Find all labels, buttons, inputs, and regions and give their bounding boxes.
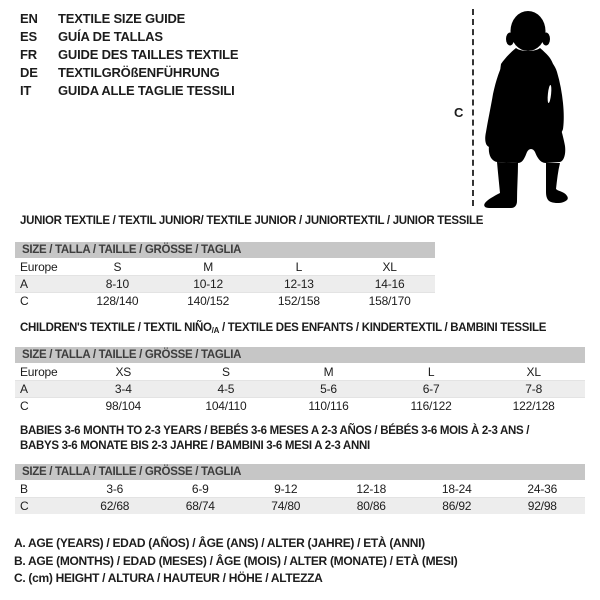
language-code: EN bbox=[20, 10, 38, 26]
language-label: GUIDE DES TAILLES TEXTILE bbox=[58, 46, 239, 62]
size-cell: 14-16 bbox=[374, 277, 405, 291]
size-cell: 10-12 bbox=[193, 277, 223, 291]
size-cell: 7-8 bbox=[525, 382, 543, 396]
size-cell: 5-6 bbox=[320, 382, 337, 396]
height-c-label: C bbox=[454, 105, 464, 120]
children-title-sub: /A bbox=[211, 326, 220, 335]
size-cell: 152/158 bbox=[277, 294, 320, 308]
footnote-b: B. AGE (MONTHS) / EDAD (MESES) / ÂGE (MOIS) / ALTER (MONATE) / ETÀ (MESI) bbox=[14, 553, 458, 568]
language-label: TEXTILE SIZE GUIDE bbox=[58, 10, 186, 26]
language-row-fr bbox=[20, 45, 238, 63]
language-label: GUÍA DE TALLAS bbox=[58, 28, 163, 44]
junior-size-table bbox=[15, 242, 435, 309]
size-cell: 3-6 bbox=[106, 481, 124, 496]
size-cell: 8-10 bbox=[105, 277, 129, 291]
size-cell: 110/116 bbox=[308, 399, 349, 413]
children-table-title bbox=[20, 322, 546, 335]
size-cell: XL bbox=[526, 364, 541, 379]
footnote-a: A. AGE (YEARS) / EDAD (AÑOS) / ÂGE (ANS) / ALTER (JAHRE) / ETÀ (ANNI) bbox=[14, 536, 425, 550]
size-cell: 12-13 bbox=[284, 277, 314, 291]
language-row-de bbox=[20, 63, 238, 81]
children-title-post: / TEXTILE DES ENFANTS / KINDERTEXTIL / BAMBINI TESSILE bbox=[219, 322, 547, 334]
language-code: DE bbox=[20, 64, 38, 80]
size-cell: 6-9 bbox=[191, 481, 209, 496]
size-row-height bbox=[15, 292, 435, 309]
size-cell: S bbox=[113, 259, 122, 274]
row-label: Europe bbox=[20, 364, 58, 379]
language-code: ES bbox=[20, 28, 37, 44]
language-row-it bbox=[20, 81, 238, 99]
language-row-es bbox=[20, 27, 238, 45]
size-cell: 80/86 bbox=[356, 499, 386, 513]
size-cell: 4-5 bbox=[217, 382, 235, 396]
language-label: TEXTILGRÖßENFÜHRUNG bbox=[58, 64, 220, 80]
row-label: A bbox=[20, 382, 28, 396]
children-title-pre: CHILDREN'S TEXTILE / TEXTIL NIÑO bbox=[20, 322, 212, 334]
size-cell: 3-4 bbox=[114, 382, 132, 396]
language-label: GUIDA ALLE TAGLIE TESSILI bbox=[58, 82, 235, 98]
children-size-table bbox=[15, 347, 585, 414]
toddler-silhouette-icon bbox=[483, 8, 573, 208]
row-label: C bbox=[20, 499, 29, 513]
language-guide bbox=[20, 9, 238, 99]
row-label: A bbox=[20, 277, 28, 291]
size-row-europe bbox=[15, 363, 585, 380]
size-cell: 104/110 bbox=[205, 399, 247, 413]
size-header-bar: SIZE / TALLA / TAILLE / GRÖSSE / TAGLIA bbox=[15, 464, 585, 480]
junior-table-title: JUNIOR TEXTILE / TEXTIL JUNIOR/ TEXTILE JUNIOR / JUNIORTEXTIL / JUNIOR TESSILE bbox=[20, 215, 484, 227]
size-row-age-months bbox=[15, 480, 585, 497]
size-row-europe bbox=[15, 258, 435, 275]
language-code: IT bbox=[20, 82, 32, 98]
size-cell: 128/140 bbox=[96, 294, 139, 308]
size-cell: M bbox=[323, 364, 334, 379]
size-cell: L bbox=[295, 259, 303, 274]
size-header-bar: SIZE / TALLA / TAILLE / GRÖSSE / TAGLIA bbox=[15, 347, 585, 363]
size-cell: 9-12 bbox=[274, 481, 298, 496]
size-cell: M bbox=[203, 259, 214, 274]
size-header-bar: SIZE / TALLA / TAILLE / GRÖSSE / TAGLIA bbox=[15, 242, 435, 258]
size-cell: 18-24 bbox=[441, 481, 472, 496]
size-row-age-years bbox=[15, 275, 435, 292]
row-label: B bbox=[20, 481, 28, 496]
size-row-age-years bbox=[15, 380, 585, 397]
row-label: C bbox=[20, 399, 29, 413]
size-cell: 158/170 bbox=[368, 294, 411, 308]
size-cell: 24-36 bbox=[527, 481, 558, 496]
language-code: FR bbox=[20, 46, 37, 62]
babies-size-table bbox=[15, 464, 585, 514]
size-cell: 62/68 bbox=[100, 499, 130, 513]
row-label: C bbox=[20, 294, 29, 308]
size-cell: 116/122 bbox=[410, 399, 452, 413]
footnotes bbox=[14, 535, 457, 588]
size-cell: 12-18 bbox=[356, 481, 387, 496]
babies-title-line2: BABYS 3-6 MONATE BIS 2-3 JAHRE / BAMBINI 3-6 MESI A 2-3 ANNI bbox=[20, 440, 370, 452]
size-cell: 122/128 bbox=[512, 399, 555, 413]
size-row-height bbox=[15, 397, 585, 414]
size-cell: 74/80 bbox=[271, 499, 301, 513]
babies-title-line1: BABIES 3-6 MONTH TO 2-3 YEARS / BEBÉS 3-6 MESES A 2-3 AÑOS / BÉBÉS 3-6 MOIS À 2-3 ANS / bbox=[20, 425, 530, 437]
size-cell: XS bbox=[115, 364, 132, 379]
size-cell: 98/104 bbox=[105, 399, 142, 413]
language-row-en bbox=[20, 9, 238, 27]
size-cell: S bbox=[221, 364, 230, 379]
footnote-c: C. (cm) HEIGHT / ALTURA / HAUTEUR / HÖHE / ALTEZZA bbox=[14, 571, 323, 585]
size-cell: 6-7 bbox=[422, 382, 440, 396]
height-measure-dashed-line bbox=[472, 9, 474, 206]
size-cell: L bbox=[427, 364, 435, 379]
size-cell: 68/74 bbox=[185, 499, 215, 513]
babies-table-title bbox=[20, 424, 529, 454]
size-cell: 92/98 bbox=[527, 499, 557, 513]
size-cell: 86/92 bbox=[442, 499, 472, 513]
size-cell: XL bbox=[382, 259, 397, 274]
size-row-height bbox=[15, 497, 585, 514]
size-cell: 140/152 bbox=[187, 294, 230, 308]
row-label: Europe bbox=[20, 259, 58, 274]
